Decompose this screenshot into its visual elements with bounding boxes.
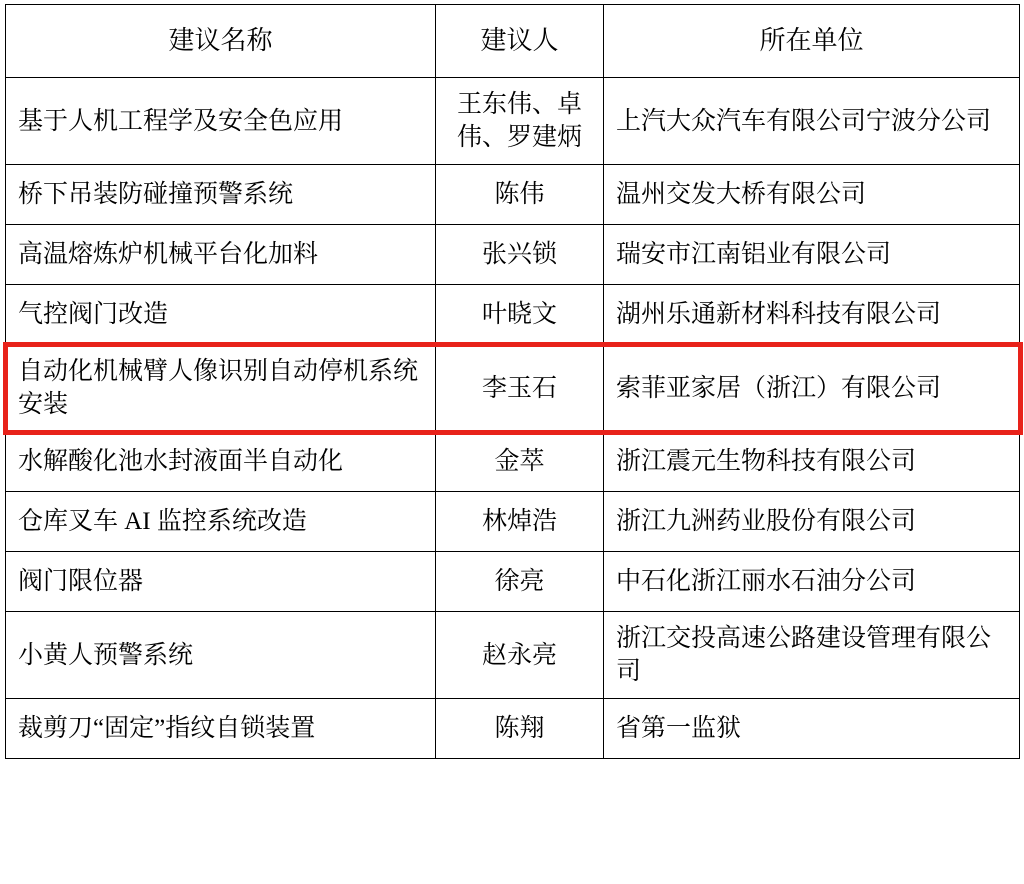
- cell-proposer: 陈翔: [436, 699, 604, 759]
- cell-proposal-name: 裁剪刀“固定”指纹自锁装置: [6, 699, 436, 759]
- table-row: [6, 699, 1020, 759]
- table-row: [6, 552, 1020, 612]
- cell-unit: 瑞安市江南铝业有限公司: [604, 225, 1020, 285]
- document-page: [0, 4, 1024, 884]
- table-row: [6, 432, 1020, 492]
- cell-proposer: 陈伟: [436, 165, 604, 225]
- cell-unit: 湖州乐通新材料科技有限公司: [604, 285, 1020, 345]
- cell-proposal-name: 自动化机械臂人像识别自动停机系统安装: [6, 345, 436, 432]
- cell-unit: 浙江交投高速公路建设管理有限公司: [604, 612, 1020, 699]
- cell-unit: 省第一监狱: [604, 699, 1020, 759]
- cell-unit: 上汽大众汽车有限公司宁波分公司: [604, 78, 1020, 165]
- table-row-highlighted: [6, 345, 1020, 432]
- cell-proposal-name: 仓库叉车 AI 监控系统改造: [6, 492, 436, 552]
- cell-proposer: 徐亮: [436, 552, 604, 612]
- cell-proposer: 张兴锁: [436, 225, 604, 285]
- cell-unit: 中石化浙江丽水石油分公司: [604, 552, 1020, 612]
- cell-proposer: 赵永亮: [436, 612, 604, 699]
- table-body: [6, 78, 1020, 759]
- cell-proposer: 王东伟、卓伟、罗建炳: [436, 78, 604, 165]
- cell-proposer: 金萃: [436, 432, 604, 492]
- cell-proposal-name: 阀门限位器: [6, 552, 436, 612]
- table-row: [6, 165, 1020, 225]
- table-row: [6, 78, 1020, 165]
- table-row: [6, 285, 1020, 345]
- table-row: [6, 612, 1020, 699]
- table-row: [6, 225, 1020, 285]
- cell-proposer: 叶晓文: [436, 285, 604, 345]
- column-header-person: 建议人: [436, 5, 604, 78]
- table-row: [6, 492, 1020, 552]
- cell-proposal-name: 高温熔炼炉机械平台化加料: [6, 225, 436, 285]
- table-header-row: [6, 5, 1020, 78]
- cell-proposal-name: 水解酸化池水封液面半自动化: [6, 432, 436, 492]
- table-header: [6, 5, 1020, 78]
- cell-unit: 浙江震元生物科技有限公司: [604, 432, 1020, 492]
- cell-unit: 温州交发大桥有限公司: [604, 165, 1020, 225]
- proposal-table: [5, 4, 1020, 759]
- column-header-unit: 所在单位: [604, 5, 1020, 78]
- column-header-name: 建议名称: [6, 5, 436, 78]
- cell-unit: 浙江九洲药业股份有限公司: [604, 492, 1020, 552]
- cell-proposal-name: 基于人机工程学及安全色应用: [6, 78, 436, 165]
- cell-unit: 索菲亚家居（浙江）有限公司: [604, 345, 1020, 432]
- cell-proposer: 林焯浩: [436, 492, 604, 552]
- cell-proposal-name: 气控阀门改造: [6, 285, 436, 345]
- cell-proposal-name: 桥下吊装防碰撞预警系统: [6, 165, 436, 225]
- cell-proposal-name: 小黄人预警系统: [6, 612, 436, 699]
- cell-proposer: 李玉石: [436, 345, 604, 432]
